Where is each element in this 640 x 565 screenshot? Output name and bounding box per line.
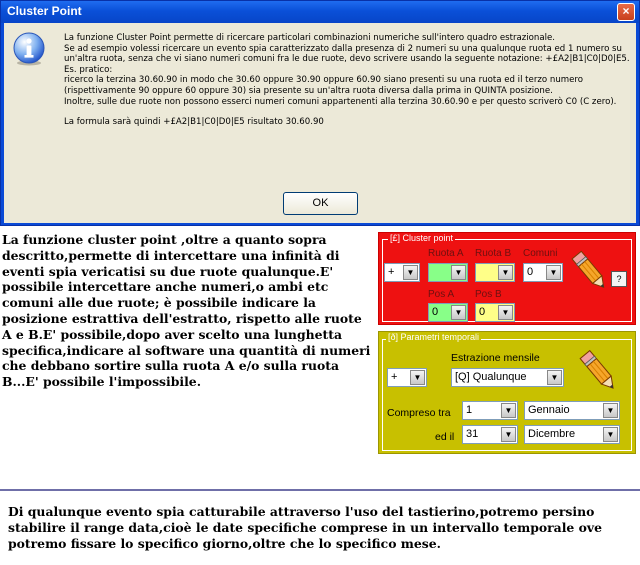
- chevron-down-icon[interactable]: ▼: [546, 265, 561, 280]
- info-icon: [12, 32, 46, 66]
- temporal-legend: [ð] Parametri temporali: [388, 332, 480, 342]
- range-date-paragraph: Di qualunque evento spia catturabile attraverso l'uso del tastierino,potremo persino stabilire il range data,cioè le date specifiche comprese in un intervallo temporale ove potremo fissare lo specifico giorno,oltre che lo specifico mese.: [8, 504, 602, 551]
- ruota-a-label: Ruota A: [428, 248, 464, 259]
- month-from-select[interactable]: [524, 401, 620, 420]
- compreso-tra-label: Compreso tra: [387, 407, 451, 419]
- ruota-a-select[interactable]: [428, 263, 468, 282]
- chevron-down-icon[interactable]: ▼: [603, 427, 618, 442]
- description-paragraph: La funzione cluster point ,oltre a quanto sopra descritto,permette di intercettare una infinità di eventi spia vericatisi su due ruote qualunque.E' possibile intercettare anche numeri,o ambi etc comuni alle due ruote; è possibile indicare la posizione estrattiva dell'estratto, rispetto alle ruote A e B.E' possibile,dopo aver scelto una lunghetta specifica,indicare al software una quantità di numeri che debbano sortire sulla ruota A e/o sulla ruota B...E' possibile l'impossibile.: [2, 232, 371, 390]
- temporal-sign-value: +: [391, 371, 398, 383]
- close-icon: ×: [622, 4, 630, 18]
- message-line: La funzione Cluster Point permette di ricercare particolari combinazioni numeriche sull'intero quadro estrazionale.: [64, 33, 556, 43]
- comuni-select[interactable]: [523, 263, 563, 282]
- message-line: La formula sarà quindi +£A2|B1|C0|D0|E5 risultato 30.60.90: [64, 117, 324, 128]
- close-button[interactable]: [617, 3, 635, 21]
- ruota-b-select[interactable]: [475, 263, 515, 282]
- estrazione-select[interactable]: [451, 368, 564, 387]
- section-divider: [0, 489, 640, 491]
- dialog-body: [4, 23, 636, 223]
- pos-b-value: 0: [479, 306, 486, 318]
- chevron-down-icon[interactable]: ▼: [451, 305, 466, 320]
- help-button[interactable]: ?: [611, 271, 627, 287]
- ruota-b-label: Ruota B: [475, 248, 512, 259]
- cluster-sign-value: +: [388, 266, 395, 278]
- chevron-down-icon[interactable]: ▼: [501, 403, 516, 418]
- chevron-down-icon[interactable]: ▼: [451, 265, 466, 280]
- day-from-value: 1: [466, 404, 473, 416]
- temporal-parameters-panel: [378, 331, 636, 454]
- estrazione-mensile-label: Estrazione mensile: [451, 352, 540, 364]
- month-to-select[interactable]: [524, 425, 620, 444]
- day-to-select[interactable]: [462, 425, 518, 444]
- ed-il-label: ed il: [435, 431, 455, 443]
- chevron-down-icon[interactable]: ▼: [498, 305, 513, 320]
- chevron-down-icon[interactable]: ▼: [498, 265, 513, 280]
- message-line: Se ad esempio volessi ricercare un evento spia caratterizzato dalla presenza di 2 numeri su una qualunque ruota ed 1 numero su un'altra ruota, senza che vi siano numeri comuni fra le due ruote, devo scrivere usando la seguente notazione: +£A2|B1|C0|D0|E5.: [64, 43, 630, 65]
- ok-button[interactable]: OK: [283, 192, 358, 215]
- temporal-sign-select[interactable]: [387, 368, 427, 387]
- chevron-down-icon[interactable]: ▼: [603, 403, 618, 418]
- comuni-label: Comuni: [523, 248, 558, 259]
- message-dialog: [0, 0, 640, 226]
- cluster-sign-select[interactable]: [384, 263, 420, 282]
- chevron-down-icon[interactable]: ▼: [410, 370, 425, 385]
- pos-b-select[interactable]: [475, 303, 515, 322]
- dialog-title: Cluster Point: [7, 4, 82, 18]
- chevron-down-icon[interactable]: ▼: [403, 265, 418, 280]
- cluster-legend: [£] Cluster point: [390, 233, 454, 243]
- month-from-value: Gennaio: [528, 404, 570, 416]
- pos-a-label: Pos A: [428, 289, 455, 300]
- pos-b-label: Pos B: [475, 289, 502, 300]
- chevron-down-icon[interactable]: ▼: [501, 427, 516, 442]
- title-bar[interactable]: [1, 1, 639, 23]
- message-line: ricerco la terzina 30.60.90 in modo che 30.60 oppure 30.90 oppure 60.90 siano presenti su una ruota ed il terzo numero (rispettivamente 90 oppure 60 oppure 30) sia presente su un'altra ruota diversa dalla prima in QUINTA posizione.: [64, 75, 584, 96]
- estrazione-value: [Q] Qualunque: [455, 371, 527, 383]
- message-line: Es. pratico:: [64, 64, 113, 75]
- message-text: [64, 33, 632, 128]
- comuni-value: 0: [527, 266, 534, 278]
- day-from-select[interactable]: [462, 401, 518, 420]
- cluster-point-panel: [378, 232, 636, 325]
- day-to-value: 31: [466, 428, 479, 440]
- chevron-down-icon[interactable]: ▼: [547, 370, 562, 385]
- month-to-value: Dicembre: [528, 428, 576, 440]
- pos-a-value: 0: [432, 306, 439, 318]
- message-line: Inoltre, sulle due ruote non possono esserci numeri comuni appartenenti alla terzina 30.60.90 e per questo scriverò C0 (C zero).: [64, 96, 617, 107]
- pos-a-select[interactable]: [428, 303, 468, 322]
- pencil-icon[interactable]: [577, 342, 629, 394]
